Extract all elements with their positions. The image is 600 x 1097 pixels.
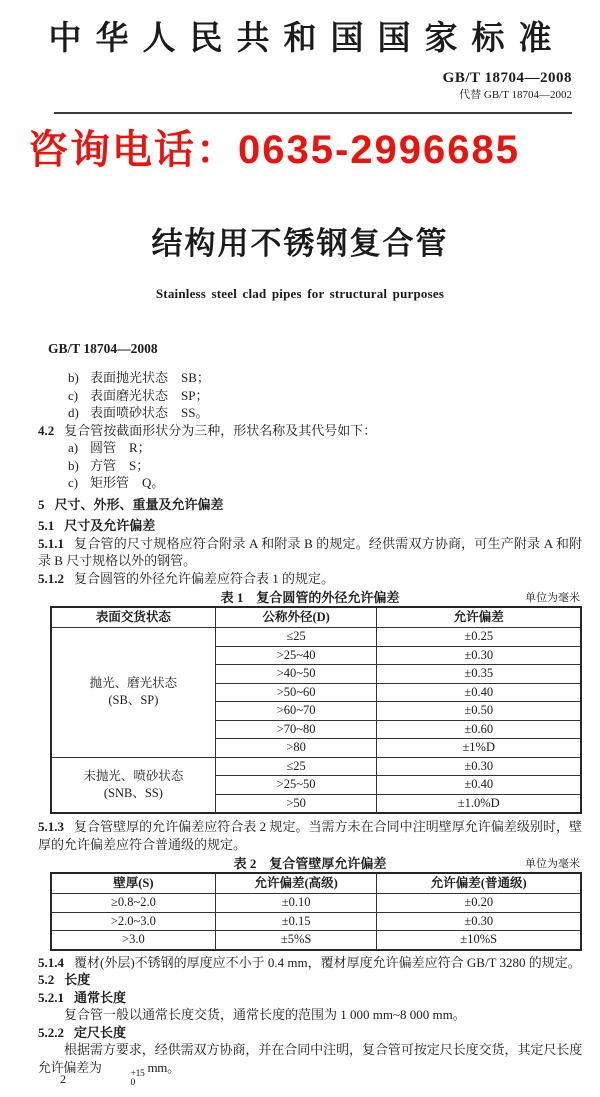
table-cell: ±0.10 xyxy=(215,894,377,913)
document-body xyxy=(38,369,582,1088)
table-cell: >2.0~3.0 xyxy=(51,912,215,931)
table-cell: >60~70 xyxy=(215,702,377,721)
table-cell: ±0.30 xyxy=(377,757,581,776)
table-cell: ±10%S xyxy=(377,931,581,950)
clause-title: 定尺长度 xyxy=(74,1024,127,1040)
state-name: 抛光、磨光状态 xyxy=(89,676,178,691)
table-cell: ±0.35 xyxy=(377,665,581,684)
table-header-cell: 允许偏差(普通级) xyxy=(377,873,581,894)
clause-5-1-heading xyxy=(38,517,582,535)
list-item-text: 表面磨光状态 SP； xyxy=(90,387,209,403)
table1-unit-note: 单位为毫米 xyxy=(525,592,580,604)
tolerance-suffix: mm。 xyxy=(147,1059,180,1075)
clause-text: 覆材(外层)不锈钢的厚度应不小于 0.4 mm，覆材厚度允许偏差应符合 GB/T 3280 的规定。 xyxy=(74,954,581,970)
table-cell: >50 xyxy=(215,794,377,813)
document-title-english: Stainless steel clad pipes for structural purposes xyxy=(155,286,445,301)
table-cell: >50~60 xyxy=(215,683,377,702)
table1-caption: 表 1 复合圆管的外径允许偏差 xyxy=(220,590,400,605)
table-row xyxy=(51,894,581,913)
list-item xyxy=(38,457,582,475)
table-header-cell: 允许偏差(高级) xyxy=(215,873,377,894)
table-header-row xyxy=(51,607,581,628)
clause-5-2-heading xyxy=(38,971,582,989)
table-cell: ≥0.8~2.0 xyxy=(51,894,215,913)
surface-state-cell xyxy=(51,757,215,813)
clause-4-2 xyxy=(38,422,582,440)
clause-5-heading xyxy=(38,496,582,514)
table-cell: >70~80 xyxy=(215,720,377,739)
clause-number: 5.2.2 xyxy=(38,1024,64,1040)
page-number: 2 xyxy=(60,1072,66,1086)
clause-number: 4.2 xyxy=(38,422,55,438)
standard-code-block xyxy=(443,70,572,102)
clause-number: 5.1.3 xyxy=(38,819,64,834)
clause-title: 长度 xyxy=(64,972,91,987)
table2-caption: 表 2 复合管壁厚允许偏差 xyxy=(233,856,387,871)
clause-title: 尺寸、外形、重量及允许偏差 xyxy=(54,496,224,512)
clause-title: 通常长度 xyxy=(74,989,127,1005)
table-header-row xyxy=(51,873,581,894)
list-item-text: 方管 S； xyxy=(90,457,150,473)
table-header-cell: 允许偏差 xyxy=(377,607,581,628)
list-marker: c) xyxy=(68,475,79,490)
watermark-phone-text: 咨询电话：0635-2996685 xyxy=(28,128,521,172)
standard-code: GB/T 18704—2008 xyxy=(442,70,572,86)
table-cell: ±0.40 xyxy=(377,683,581,702)
state-code: (SB、SP) xyxy=(108,693,159,708)
list-marker: d) xyxy=(68,405,79,420)
table-cell: ±0.50 xyxy=(377,702,581,721)
table-row xyxy=(51,628,581,647)
list-item-text: 圆管 R； xyxy=(90,440,151,455)
table-cell: ±5%S xyxy=(215,931,377,950)
list-item xyxy=(38,439,582,457)
table-row xyxy=(51,912,581,931)
table-cell: ±0.60 xyxy=(377,720,581,739)
table-cell: ±0.25 xyxy=(377,628,581,647)
clause-number: 5.1.1 xyxy=(38,535,64,551)
clause-title: 尺寸及允许偏差 xyxy=(64,518,156,533)
table-cell: >25~50 xyxy=(215,776,377,795)
table-row xyxy=(51,757,581,776)
table2-unit-note: 单位为毫米 xyxy=(525,858,580,870)
table-cell: >80 xyxy=(215,739,377,758)
national-standard-header: 中华人民共和国国家标准 xyxy=(48,21,566,57)
tolerance-lower: 0 xyxy=(130,1077,135,1088)
clause-text: 复合圆管的外径允许偏差应符合表 1 的规定。 xyxy=(74,570,335,586)
table-cell: >3.0 xyxy=(51,931,215,950)
table-header-cell: 壁厚(S) xyxy=(51,873,215,894)
table-cell: >25~40 xyxy=(215,646,377,665)
standard-replaces: 代替 GB/T 18704—2002 xyxy=(459,89,572,102)
table-row xyxy=(51,931,581,950)
clause-text: 根据需方要求，经供需双方协商，并在合同中注明，复合管可按定尺长度交货，其定尺长度允许偏差 xyxy=(38,1042,582,1075)
state-code: (SNB、SS) xyxy=(103,785,163,800)
list-marker: b) xyxy=(68,370,79,385)
clause-text: 复合管的尺寸规格应符合附录 A 和附录 B 的规定。经供需双方协商，可生产附录 A 和附录 B 尺寸规格以外的钢管。 xyxy=(38,535,582,568)
table1-caption-row xyxy=(38,589,582,606)
document-code: GB/T 18704—2008 xyxy=(48,341,158,356)
state-name: 未抛光、喷砂状态 xyxy=(83,768,184,783)
paragraph-5-2-1: 复合管一般以通常长度交货，通常长度的范围为 1 000 mm~8 000 mm。 xyxy=(64,1007,466,1022)
table-cell: ≤25 xyxy=(215,757,377,776)
clause-5-1-4 xyxy=(38,954,582,972)
clause-number: 5.2.1 xyxy=(38,989,64,1005)
table-cell: ≤25 xyxy=(215,628,377,647)
list-item xyxy=(38,474,582,492)
list-item-text: 表面抛光状态 SB； xyxy=(90,370,210,385)
list-marker: a) xyxy=(68,440,79,455)
list-marker: c) xyxy=(68,387,79,403)
clause-5-1-1 xyxy=(38,535,582,570)
list-item-text: 表面喷砂状态 SS。 xyxy=(90,405,209,420)
list-marker: b) xyxy=(68,457,79,473)
clause-text: 复合管按截面形状分为三种，形状名称及其代号如下： xyxy=(64,422,377,438)
clause-number: 5.2 xyxy=(38,972,55,987)
tolerance-fraction xyxy=(88,1059,180,1088)
clause-number: 5.1 xyxy=(38,518,55,533)
table-header-cell: 表面交货状态 xyxy=(51,607,215,628)
table-cell: ±0.30 xyxy=(377,646,581,665)
tolerance-upper: +15 xyxy=(130,1068,145,1079)
table-cell: ±1%D xyxy=(377,739,581,758)
table-cell: ±0.15 xyxy=(215,912,377,931)
table-cell: ±0.20 xyxy=(377,894,581,913)
clause-text: 复合管壁厚的允许偏差应符合表 2 规定。当需方未在合同中注明壁厚允许偏差级别时，壁厚的允许偏差应符合普通级的规定。 xyxy=(38,819,582,852)
list-item xyxy=(38,369,582,387)
header-divider-line xyxy=(54,112,572,114)
table-outer-diameter-tolerance xyxy=(50,606,582,814)
list-item-text: 矩形管 Q。 xyxy=(90,475,165,490)
list-item xyxy=(38,404,582,422)
document-title: 结构用不锈钢复合管 xyxy=(151,226,449,261)
paragraph-5-2-2 xyxy=(38,1041,582,1088)
clause-number: 5.1.4 xyxy=(38,954,64,970)
list-item xyxy=(38,387,582,405)
clause-number: 5.1.2 xyxy=(38,570,64,586)
clause-5-1-2 xyxy=(38,570,582,588)
surface-state-cell xyxy=(51,628,215,758)
table-header-cell: 公称外径(D) xyxy=(215,607,377,628)
table-cell: ±0.30 xyxy=(377,912,581,931)
clause-number: 5 xyxy=(38,496,45,512)
table2-caption-row xyxy=(38,855,582,872)
clause-5-2-1-heading xyxy=(38,989,582,1007)
table-cell: ±0.40 xyxy=(377,776,581,795)
tolerance-prefix: 为 xyxy=(88,1059,102,1075)
table-wall-thickness-tolerance xyxy=(50,872,582,951)
clause-5-1-3 xyxy=(38,818,582,853)
clause-5-2-2-heading xyxy=(38,1024,582,1042)
table-cell: >40~50 xyxy=(215,665,377,684)
table-cell: ±1.0%D xyxy=(377,794,581,813)
